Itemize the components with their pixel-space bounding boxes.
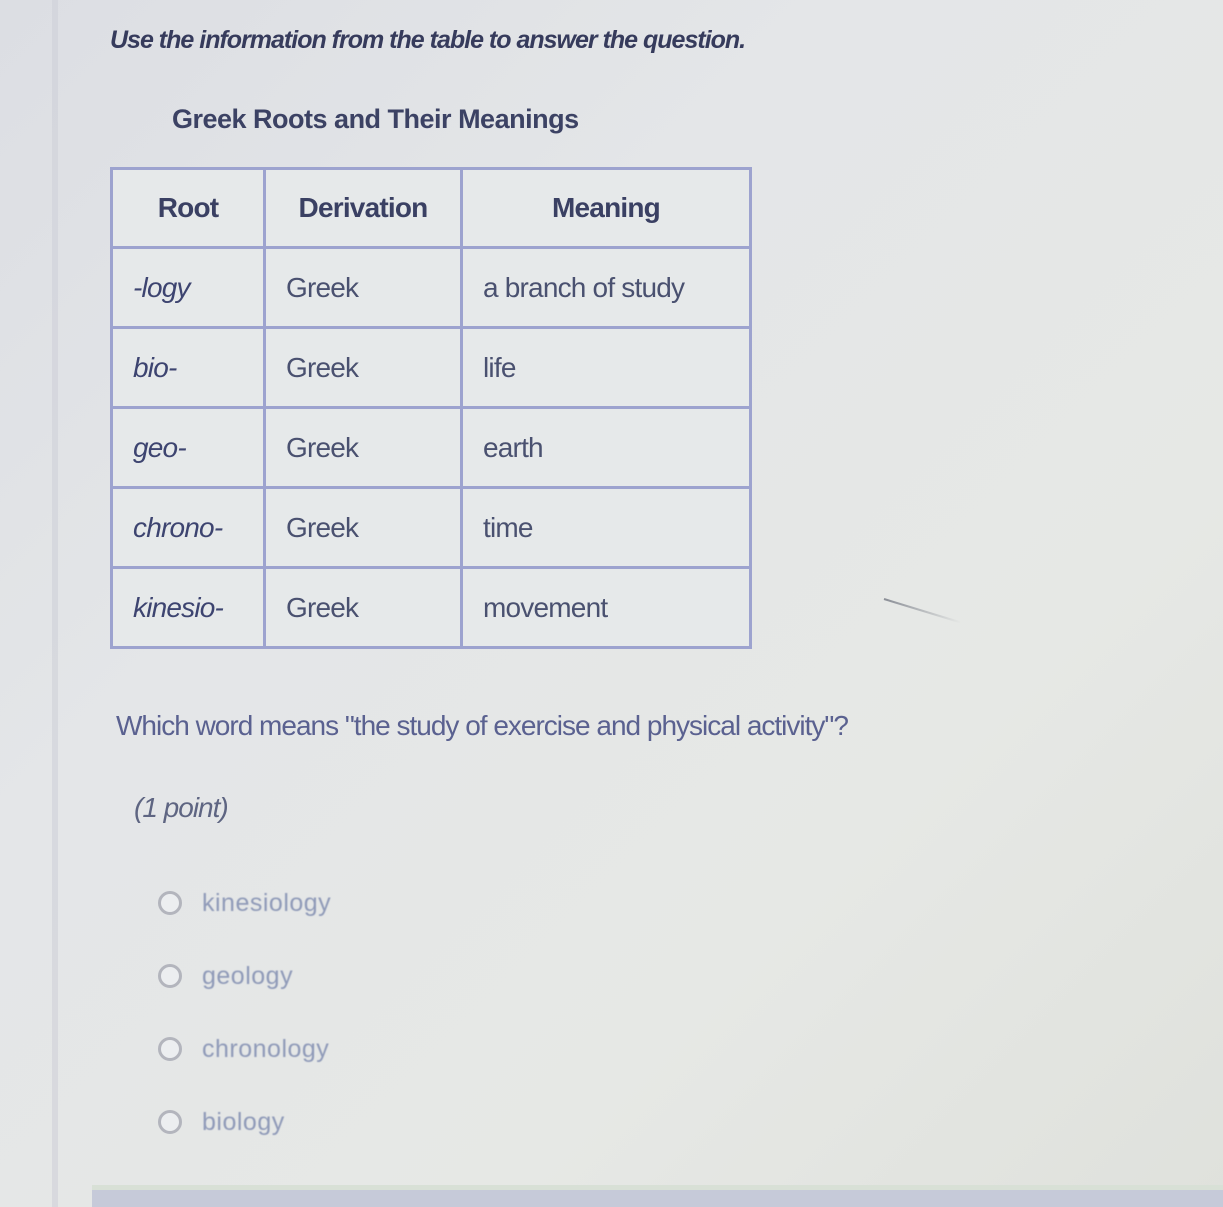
radio-button-icon[interactable] (158, 891, 182, 915)
option-kinesiology[interactable] (158, 885, 331, 921)
greek-roots-table (110, 167, 752, 649)
meaning-cell: a branch of study (462, 248, 751, 328)
meaning-cell: life (462, 328, 751, 408)
header-derivation: Derivation (265, 169, 462, 248)
bottom-bar (92, 1190, 1223, 1207)
derivation-cell: Greek (265, 568, 462, 648)
header-meaning: Meaning (462, 169, 751, 248)
option-label: kinesiology (202, 888, 332, 917)
radio-button-icon[interactable] (158, 1110, 182, 1134)
header-root: Root (112, 169, 265, 248)
derivation-cell: Greek (265, 488, 462, 568)
derivation-cell: Greek (265, 328, 462, 408)
table-row (112, 568, 751, 648)
points-label: (1 point) (134, 792, 228, 823)
option-biology[interactable] (158, 1104, 331, 1140)
table-header-row (112, 169, 751, 248)
option-label: biology (202, 1107, 285, 1136)
table-title: Greek Roots and Their Meanings (172, 104, 579, 134)
meaning-cell: movement (462, 568, 751, 648)
table-row (112, 408, 751, 488)
table-row (112, 328, 751, 408)
option-geology[interactable] (158, 958, 331, 994)
root-cell: chrono- (112, 488, 265, 568)
radio-button-icon[interactable] (158, 1037, 182, 1061)
root-cell: geo- (112, 408, 265, 488)
root-cell: kinesio- (112, 568, 265, 648)
answer-options (158, 885, 331, 1177)
derivation-cell: Greek (265, 408, 462, 488)
instruction-text: Use the information from the table to answer the question. (110, 26, 746, 54)
option-chronology[interactable] (158, 1031, 331, 1067)
table-row (112, 488, 751, 568)
stray-mark (884, 598, 961, 623)
root-cell: -logy (112, 248, 265, 328)
option-label: geology (202, 961, 294, 990)
meaning-cell: earth (462, 408, 751, 488)
root-cell: bio- (112, 328, 265, 408)
radio-button-icon[interactable] (158, 964, 182, 988)
table-row (112, 248, 751, 328)
derivation-cell: Greek (265, 248, 462, 328)
option-label: chronology (202, 1034, 330, 1063)
question-text: Which word means "the study of exercise and physical activity"? (116, 710, 848, 741)
meaning-cell: time (462, 488, 751, 568)
page-left-edge (52, 0, 58, 1207)
